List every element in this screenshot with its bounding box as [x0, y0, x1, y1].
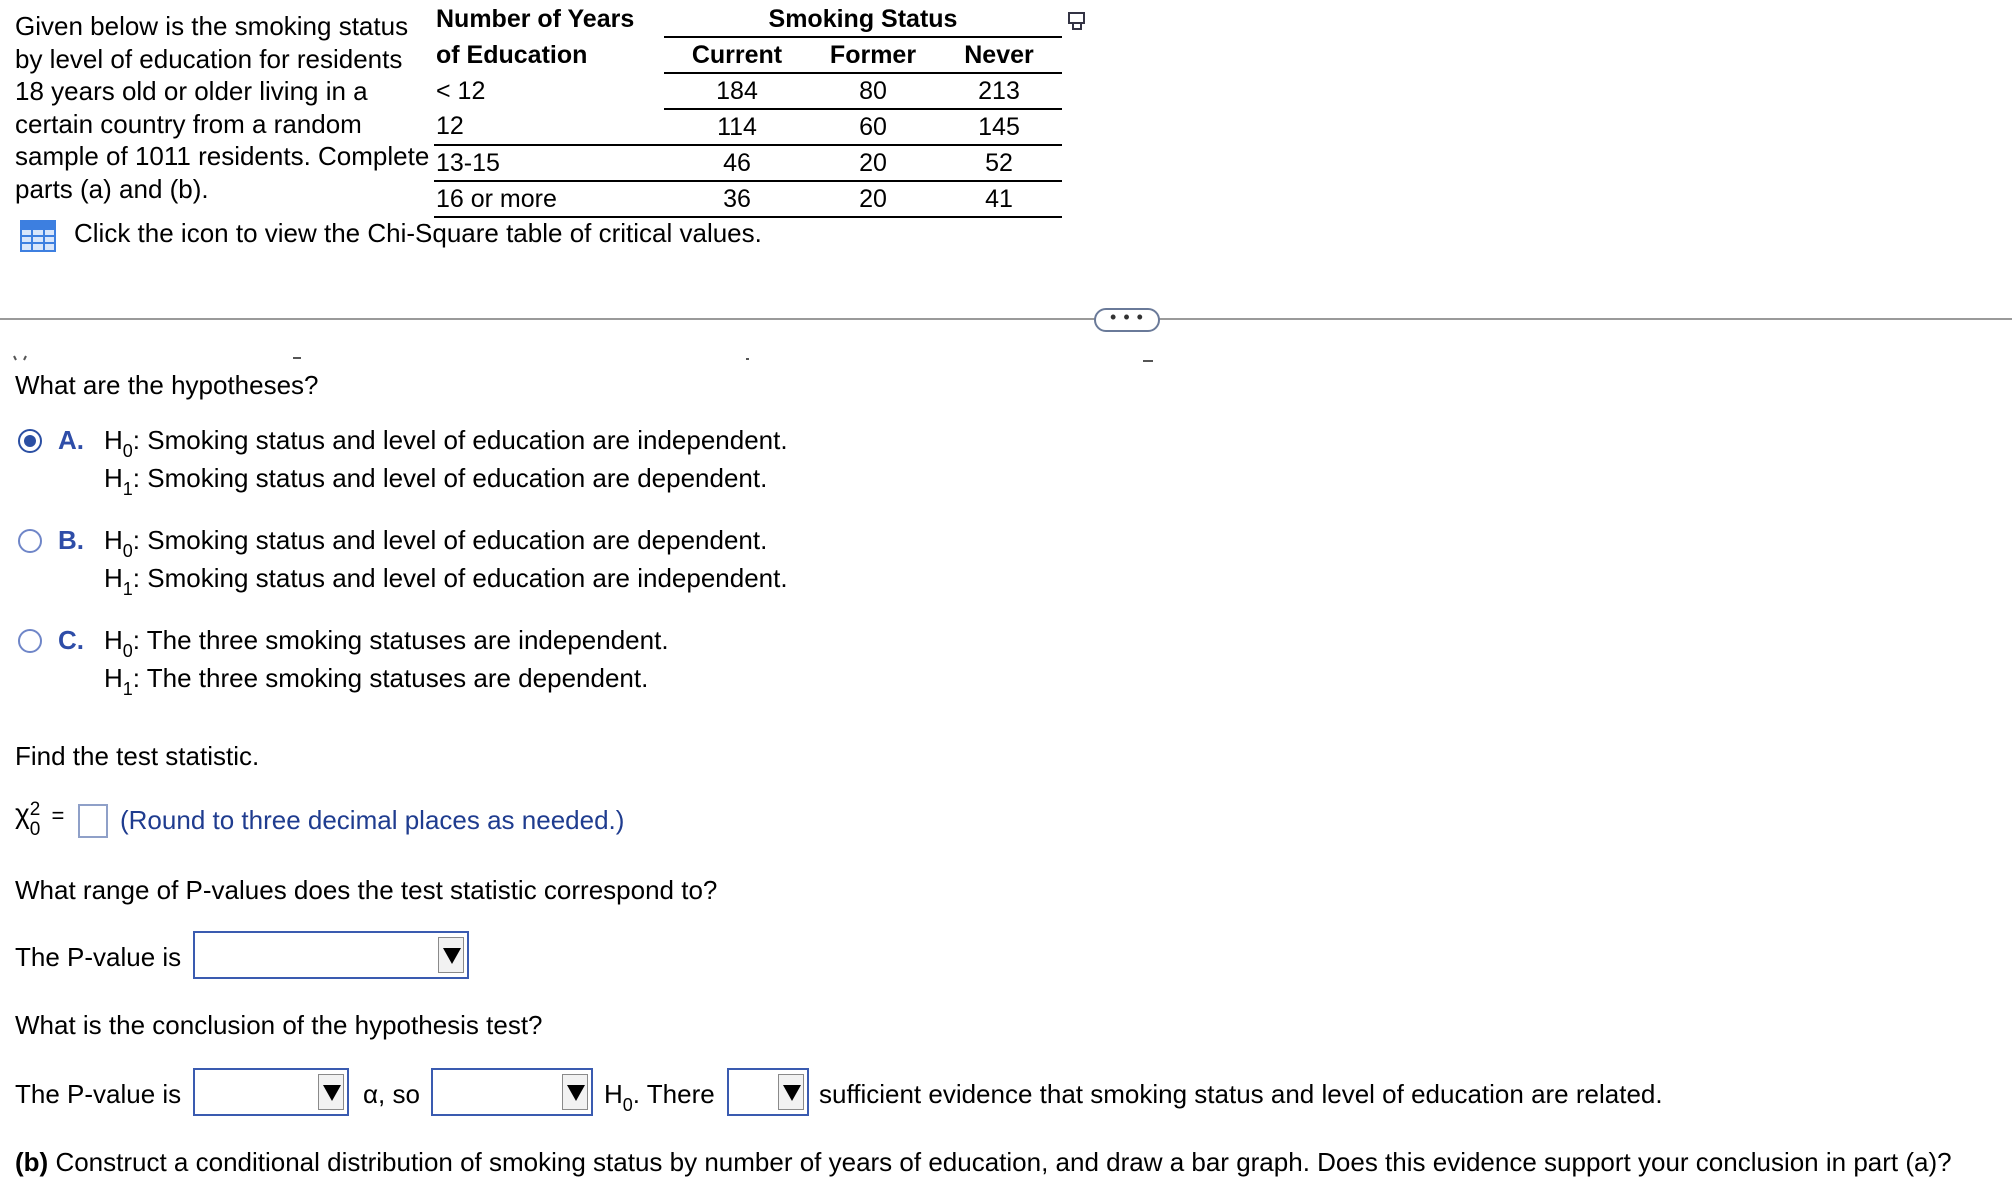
test-statistic-question: Find the test statistic.	[15, 741, 260, 771]
cell-never: 213	[936, 73, 1062, 109]
row-header-line1: Number of Years	[436, 5, 635, 33]
row-label: < 12	[436, 76, 486, 105]
conclusion-label-4: sufficient evidence that smoking status and level of education are related.	[819, 1079, 1663, 1109]
option-a[interactable]: A. $H_0$: Smoking status and level of education are independent. $H_1$: Smoking status and level of education are dependent.	[18, 425, 818, 495]
radio-c[interactable]	[18, 629, 42, 653]
option-letter: C.	[58, 625, 84, 655]
cell-current: 114	[664, 109, 810, 145]
option-c-h0: The three smoking statuses are independent.	[146, 625, 669, 655]
option-c[interactable]: C. $H_0$: The three smoking statuses are independent. $H_1$: The three smoking statuses are dependent.	[18, 625, 818, 695]
decision-dropdown[interactable]	[431, 1068, 593, 1116]
col-header-never: Never	[936, 37, 1062, 73]
chi-square-table-icon[interactable]	[20, 220, 56, 252]
group-header: Smoking Status	[664, 2, 1062, 37]
smoking-status-table	[434, 2, 1062, 218]
option-letter: A.	[58, 425, 84, 455]
conclusion-question: What is the conclusion of the hypothesis test?	[15, 1010, 543, 1040]
cell-current: 184	[664, 73, 810, 109]
expand-more-button[interactable]: • • •	[1094, 308, 1160, 332]
pvalue-range-dropdown[interactable]	[193, 931, 469, 979]
dropdown-arrow-icon	[562, 1074, 588, 1110]
cell-former: 20	[810, 145, 936, 181]
chi-square-table-link[interactable]: Click the icon to view the Chi-Square table of critical values.	[74, 218, 762, 248]
part-b-text: (b) Construct a conditional distribution of smoking status by number of years of education, and draw a bar graph. Does this evidence support your conclusion in part (a)?	[15, 1147, 1952, 1177]
copy-table-icon[interactable]	[1068, 11, 1086, 31]
cell-current: 46	[664, 145, 810, 181]
cell-former: 60	[810, 109, 936, 145]
radio-a[interactable]	[18, 429, 42, 453]
table-row	[434, 109, 1062, 145]
hypotheses-question: What are the hypotheses?	[15, 370, 319, 400]
option-a-h1: Smoking status and level of education are dependent.	[147, 463, 768, 493]
row-header-line2: of Education	[436, 40, 588, 69]
table-row	[434, 145, 1062, 181]
row-label: 12	[434, 109, 664, 145]
col-header-current: Current	[664, 37, 810, 73]
pvalue-comparison-dropdown[interactable]	[193, 1068, 349, 1116]
conclusion-label-3: $H_0$. There	[604, 1079, 715, 1115]
cell-former: 80	[810, 73, 936, 109]
option-c-h1: The three smoking statuses are dependent.	[146, 663, 649, 693]
option-b[interactable]: B. $H_0$: Smoking status and level of education are dependent. $H_1$: Smoking status and level of education are independent.	[18, 525, 818, 595]
pvalue-label: The P-value is	[15, 942, 182, 972]
row-label: 13-15	[434, 145, 664, 181]
pvalue-range-question: What range of P-values does the test statistic correspond to?	[15, 875, 718, 905]
row-label: 16 or more	[434, 181, 664, 217]
cell-current: 36	[664, 181, 810, 217]
conclusion-label-1: The P-value is	[15, 1079, 182, 1109]
conclusion-label-2: α, so	[363, 1079, 420, 1109]
section-divider	[0, 318, 2012, 320]
option-b-h1: Smoking status and level of education are independent.	[147, 563, 788, 593]
cell-never: 41	[936, 181, 1062, 217]
cell-former: 20	[810, 181, 936, 217]
dropdown-arrow-icon	[318, 1074, 344, 1110]
rounding-hint: (Round to three decimal places as needed.)	[120, 805, 625, 835]
chi-square-label: χ 2 0 =	[15, 798, 65, 840]
col-header-former: Former	[810, 37, 936, 73]
option-a-h0: Smoking status and level of education are independent.	[147, 425, 788, 455]
dropdown-arrow-icon	[438, 937, 464, 973]
table-row	[434, 181, 1062, 217]
evidence-dropdown[interactable]	[727, 1068, 809, 1116]
problem-intro: Given below is the smoking status by level of education for residents 18 years old or older living in a certain country from a random sample of 1011 residents. Complete parts (a) and (b).	[15, 11, 430, 204]
dropdown-arrow-icon	[778, 1074, 804, 1110]
radio-b[interactable]	[18, 529, 42, 553]
truncated-text-remnant	[0, 355, 2012, 363]
test-statistic-input[interactable]	[78, 804, 108, 838]
option-b-h0: Smoking status and level of education are dependent.	[147, 525, 768, 555]
cell-never: 52	[936, 145, 1062, 181]
option-letter: B.	[58, 525, 84, 555]
table-row	[434, 73, 1062, 109]
cell-never: 145	[936, 109, 1062, 145]
